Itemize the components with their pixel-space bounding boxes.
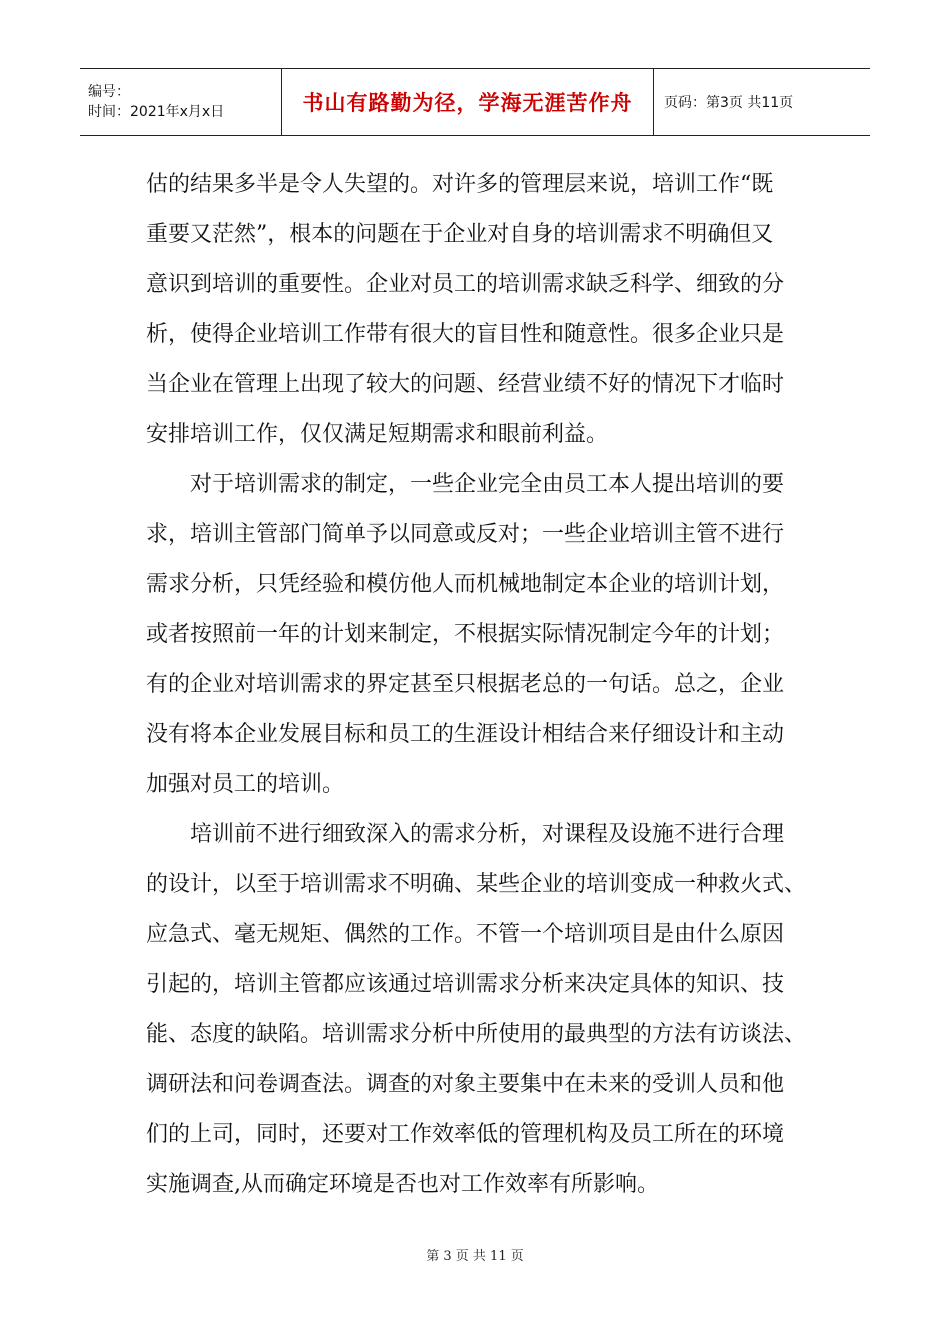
- text-line: 能、态度的缺陷。培训需求分析中所使用的最典型的方法有访谈法、: [146, 1022, 807, 1047]
- header-motto: 书山有路勤为径，学海无涯苦作舟: [302, 91, 633, 115]
- paragraph: [146, 160, 806, 460]
- text-line: 求，培训主管部门简单予以同意或反对；一些企业培训主管不进行: [146, 522, 785, 547]
- text-line: 当企业在管理上出现了较大的问题、经营业绩不好的情况下才临时: [146, 372, 785, 397]
- page-footer: [0, 1245, 950, 1264]
- text-line: 重要又茫然”，根本的问题在于企业对自身的培训需求不明确但又: [146, 222, 774, 247]
- text-line: 培训前不进行细致深入的需求分析，对课程及设施不进行合理: [146, 822, 785, 847]
- text-line: 析，使得企业培训工作带有很大的盲目性和随意性。很多企业只是: [146, 322, 785, 347]
- text-line: 有的企业对培训需求的界定甚至只根据老总的一句话。总之，企业: [146, 672, 785, 697]
- text-line: 应急式、毫无规矩、偶然的工作。不管一个培训项目是由什么原因: [146, 922, 785, 947]
- paragraph: [146, 810, 806, 1210]
- text-line: 加强对员工的培训。: [146, 772, 345, 797]
- text-line: 没有将本企业发展目标和员工的生涯设计相结合来仔细设计和主动: [146, 722, 785, 747]
- text-line: 调研法和问卷调查法。调查的对象主要集中在未来的受训人员和他: [146, 1072, 785, 1097]
- text-line: 实施调查,从而确定环境是否也对工作效率有所影响。: [146, 1172, 659, 1197]
- text-line: 估的结果多半是令人失望的。对许多的管理层来说，培训工作“既: [146, 172, 774, 197]
- text-line: 们的上司，同时，还要对工作效率低的管理机构及员工所在的环境: [146, 1122, 785, 1147]
- page-header: [80, 68, 870, 136]
- text-line: 或者按照前一年的计划来制定，不根据实际情况制定今年的计划；: [146, 622, 785, 647]
- text-line: 引起的，培训主管都应该通过培训需求分析来决定具体的知识、技: [146, 972, 785, 997]
- document-date: 时间：2021年x月x日: [88, 104, 225, 120]
- header-motto-cell: [282, 69, 654, 135]
- document-number-label: 编号：: [88, 84, 130, 100]
- header-meta: [80, 69, 282, 135]
- text-line: 的设计，以至于培训需求不明确、某些企业的培训变成一种救火式、: [146, 872, 807, 897]
- header-page-info: 页码：第3页 共11页: [664, 95, 794, 111]
- text-line: 意识到培训的重要性。企业对员工的培训需求缺乏科学、细致的分: [146, 272, 785, 297]
- text-line: 安排培训工作，仅仅满足短期需求和眼前利益。: [146, 422, 609, 447]
- text-line: 对于培训需求的制定，一些企业完全由员工本人提出培训的要: [146, 472, 785, 497]
- text-line: 需求分析，只凭经验和模仿他人而机械地制定本企业的培训计划，: [146, 572, 785, 597]
- paragraph: [146, 460, 806, 810]
- footer-page-number: 第 3 页 共 11 页: [426, 1249, 524, 1264]
- document-body: [146, 160, 806, 1210]
- header-page-info-cell: [654, 69, 870, 135]
